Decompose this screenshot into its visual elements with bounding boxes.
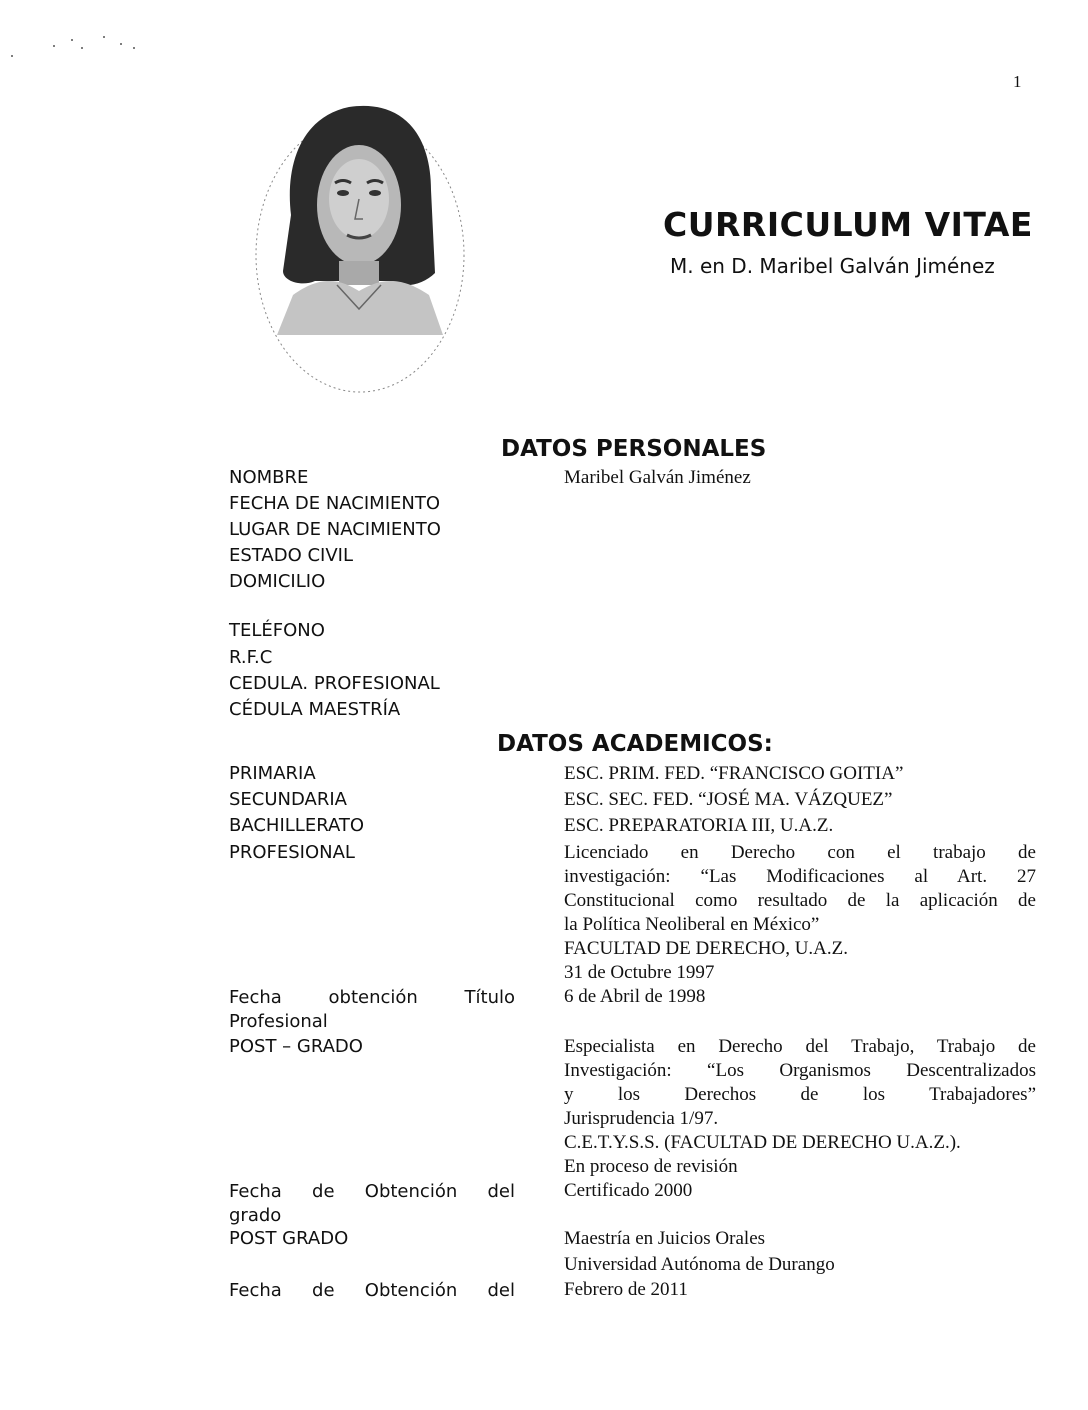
- field-label-cedula-maestria: CÉDULA MAESTRÍA: [229, 699, 401, 720]
- field-value-fecha-grado-2: Febrero de 2011: [564, 1279, 688, 1300]
- field-value-posgrado-line: Jurisprudencia 1/97.: [564, 1108, 719, 1129]
- field-label-fecha-grado: Fecha de Obtención del: [229, 1181, 515, 1202]
- field-label-rfc: R.F.C: [229, 647, 273, 668]
- section-heading-academic: DATOS ACADEMICOS:: [497, 731, 773, 757]
- field-value-fecha-grado: Certificado 2000: [564, 1180, 693, 1201]
- field-value-posgrado-line: Investigación: “Los Organismos Descentralizados: [564, 1060, 1036, 1081]
- field-label-bachillerato: BACHILLERATO: [229, 815, 365, 836]
- page-number: 1: [1013, 72, 1022, 91]
- field-label-posgrado: POST – GRADO: [229, 1036, 363, 1057]
- field-value-profesional-line: la Política Neoliberal en México”: [564, 914, 820, 935]
- field-label-fecha-titulo-cont: Profesional: [229, 1011, 328, 1032]
- field-label-secundaria: SECUNDARIA: [229, 789, 347, 810]
- field-value-primaria: ESC. PRIM. FED. “FRANCISCO GOITIA”: [564, 763, 904, 784]
- field-value-posgrado-line: Especialista en Derecho del Trabajo, Trabajo de: [564, 1036, 1036, 1057]
- field-value-profesional-line: 31 de Octubre 1997: [564, 962, 715, 983]
- field-label-fecha-grado-2: Fecha de Obtención del: [229, 1280, 515, 1301]
- page-title: CURRICULUM VITAE: [663, 205, 1033, 244]
- field-value-posgrado-line: C.E.T.Y.S.S. (FACULTAD DE DERECHO U.A.Z.).: [564, 1132, 961, 1153]
- field-value-posgrado-2-line: Universidad Autónoma de Durango: [564, 1254, 835, 1275]
- field-label-domicilio: DOMICILIO: [229, 571, 326, 592]
- field-value-bachillerato: ESC. PREPARATORIA III, U.A.Z.: [564, 815, 834, 836]
- field-label-nombre: NOMBRE: [229, 467, 309, 488]
- field-label-profesional: PROFESIONAL: [229, 842, 355, 863]
- field-value-fecha-titulo: 6 de Abril de 1998: [564, 986, 706, 1007]
- field-value-profesional-line: Constitucional como resultado de la aplicación de: [564, 890, 1036, 911]
- field-label-posgrado-2: POST GRADO: [229, 1228, 349, 1249]
- field-label-fecha-grado-cont: grado: [229, 1205, 282, 1226]
- field-value-profesional-line: Licenciado en Derecho con el trabajo de: [564, 842, 1036, 863]
- field-value-posgrado-2-line: Maestría en Juicios Orales: [564, 1228, 766, 1249]
- section-heading-personal: DATOS PERSONALES: [501, 436, 767, 462]
- field-value-secundaria: ESC. SEC. FED. “JOSÉ MA. VÁZQUEZ”: [564, 789, 893, 810]
- field-label-fecha-titulo: Fecha obtención Título: [229, 987, 515, 1008]
- scan-artifact: [8, 36, 148, 76]
- field-value-profesional-line: investigación: “Las Modificaciones al Art. 27: [564, 866, 1036, 887]
- field-label-fecha-nacimiento: FECHA DE NACIMIENTO: [229, 493, 440, 514]
- page-subtitle: M. en D. Maribel Galván Jiménez: [670, 254, 995, 278]
- field-label-primaria: PRIMARIA: [229, 763, 316, 784]
- field-label-cedula-profesional: CEDULA. PROFESIONAL: [229, 673, 440, 694]
- field-value-nombre: Maribel Galván Jiménez: [564, 467, 751, 488]
- field-value-profesional-line: FACULTAD DE DERECHO, U.A.Z.: [564, 938, 849, 959]
- field-value-posgrado-line: En proceso de revisión: [564, 1156, 738, 1177]
- field-label-telefono: TELÉFONO: [229, 620, 325, 641]
- field-label-lugar-nacimiento: LUGAR DE NACIMIENTO: [229, 519, 441, 540]
- field-label-estado-civil: ESTADO CIVIL: [229, 545, 353, 566]
- portrait-photo: [253, 95, 467, 397]
- field-value-posgrado-line: y los Derechos de los Trabajadores”: [564, 1084, 1036, 1105]
